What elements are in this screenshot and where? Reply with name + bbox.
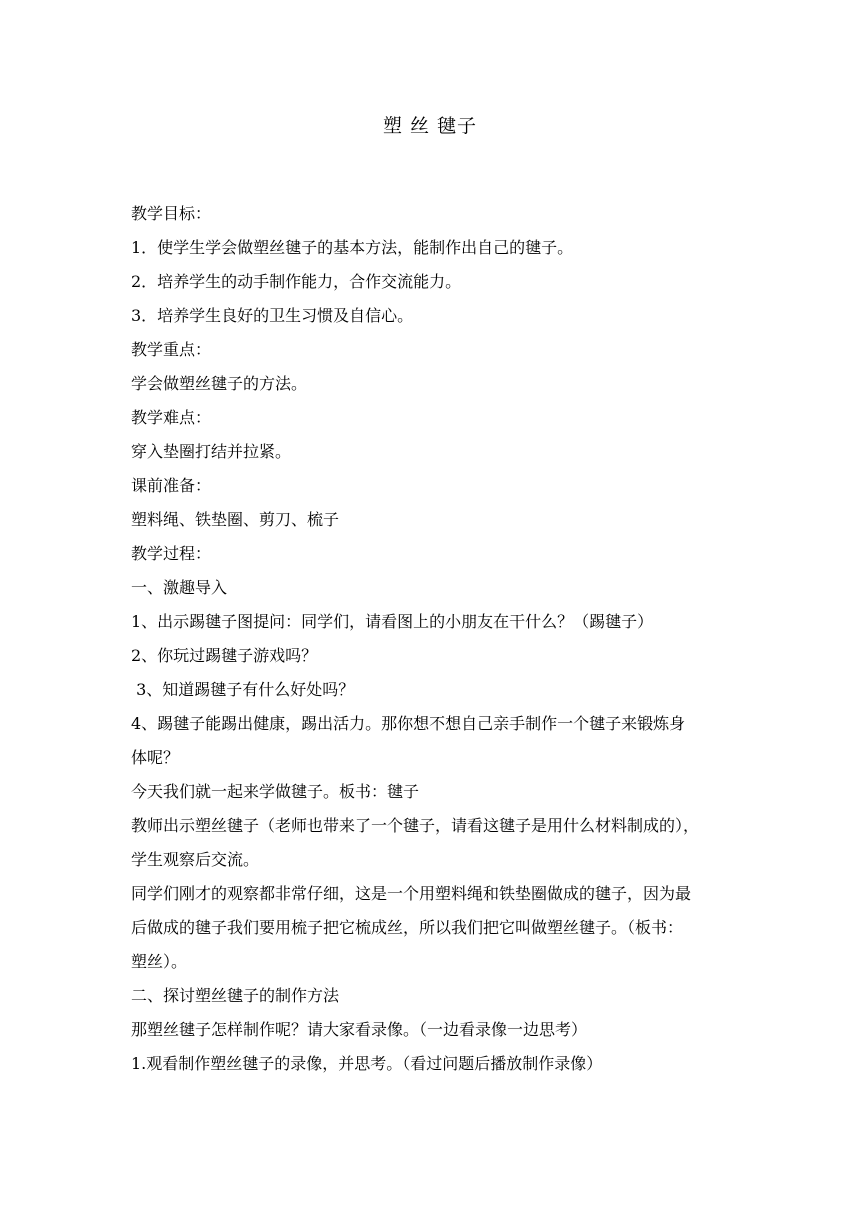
- text-line: 1．使学生学会做塑丝毽子的基本方法，能制作出自己的毽子。: [131, 238, 574, 257]
- text-line: 后做成的毽子我们要用梳子把它梳成丝，所以我们把它叫做塑丝毽子。（板书：: [131, 918, 684, 937]
- text-line: 2．培养学生的动手制作能力，合作交流能力。: [131, 272, 462, 291]
- text-line: 教学过程：: [131, 544, 212, 563]
- text-line: 3．培养学生良好的卫生习惯及自信心。: [131, 306, 414, 325]
- text-line: 塑丝）。: [131, 952, 188, 971]
- text-line: 今天我们就一起来学做毽子。板书：毽子: [131, 782, 420, 801]
- text-line: 教师出示塑丝毽子（老师也带来了一个毽子，请看这毽子是用什么材料制成的），: [131, 816, 700, 835]
- text-line: 体呢？: [131, 748, 180, 767]
- text-line: 教学重点：: [131, 340, 212, 359]
- text-line: 二、探讨塑丝毽子的制作方法: [131, 986, 340, 1005]
- text-line: 教学目标：: [131, 204, 212, 223]
- text-line: 那塑丝毽子怎样制作呢？请大家看录像。（一边看录像一边思考）: [131, 1020, 588, 1039]
- text-line: 塑料绳、铁垫圈、剪刀、梳子: [131, 510, 340, 529]
- text-line: 4、踢毽子能踢出健康，踢出活力。那你想不想自己亲手制作一个毽子来锻炼身: [131, 714, 686, 733]
- text-line: 学会做塑丝毽子的方法。: [131, 374, 308, 393]
- text-line: 一、激趣导入: [131, 578, 228, 597]
- text-line: 穿入垫圈打结并拉紧。: [131, 442, 292, 461]
- text-line: 课前准备：: [131, 476, 212, 495]
- text-line: 1、出示踢毽子图提问：同学们，请看图上的小朋友在干什么？（踢毽子）: [131, 612, 654, 631]
- text-line: 教学难点：: [131, 408, 212, 427]
- text-line: 2、你玩过踢毽子游戏吗？: [131, 646, 318, 665]
- text-line: 同学们刚才的观察都非常仔细，这是一个用塑料绳和铁垫圈做成的毽子，因为最: [131, 884, 692, 903]
- document-title: 塑 丝 毽子: [382, 115, 478, 137]
- document-body: [131, 197, 731, 1081]
- text-line: 学生观察后交流。: [131, 850, 260, 869]
- text-line: 1.观看制作塑丝毽子的录像，并思考。（看过问题后播放制作录像）: [131, 1054, 603, 1073]
- text-line: 3、知道踢毽子有什么好处吗？: [131, 680, 355, 699]
